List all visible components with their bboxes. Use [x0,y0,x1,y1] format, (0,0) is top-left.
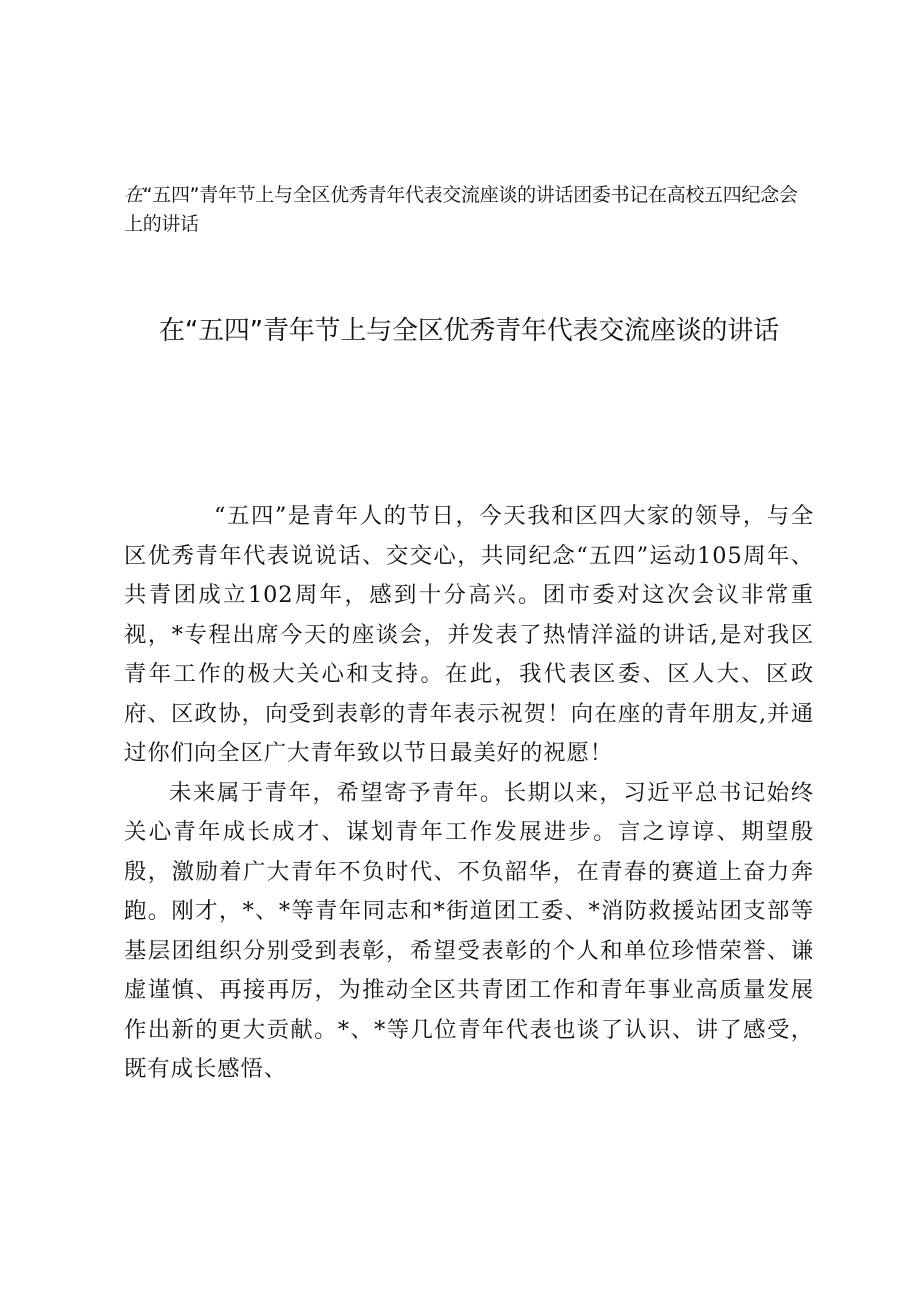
document-header-title [124,181,814,239]
body-paragraph: “五四”是青年人的节日，今天我和区四大家的领导，与全区优秀青年代表说说话、交交心，共同纪念“五四”运动105周年、共青团成立102周年，感到十分高兴。团市委对这次会议非常重视，*专程出席今天的座谈会，并发表了热情洋溢的讲话,是对我区青年工作的极大关心和支持。在此，我代表区委、区人大、区政府、区政协，向受到表彰的青年表示祝贺！向在座的青年朋友,并通过你们向全区广大青年致以节日最美好的祝愿！ [124,503,814,766]
speech-title: 在“五四”青年节上与全区优秀青年代表交流座谈的讲话 [159,316,779,346]
body-paragraph: 未来属于青年，希望寄予青年。长期以来，习近平总书记始终关心青年成长成才、谋划青年工作发展进步。言之谆谆、期望殷殷，激励着广大青年不负时代、不负韶华，在青春的赛道上奋力奔跑。刚才，*、*等青年同志和*街道团工委、*消防救援站团支部等基层团组织分别受到表彰，希望受表彰的个人和单位珍惜荣誉、谦虚谨慎、再接再厉，为推动全区共青团工作和青年事业高质量发展作出新的更大贡献。*、*等几位青年代表也谈了认识、讲了感受，既有成长感悟、 [124,779,814,1082]
speech-body [124,497,814,1090]
header-title-text: “五四”青年节上与全区优秀青年代表交流座谈的讲话团委书记在高校五四纪念会上的讲话 [124,184,798,235]
header-lead-word: 在 [124,184,143,206]
